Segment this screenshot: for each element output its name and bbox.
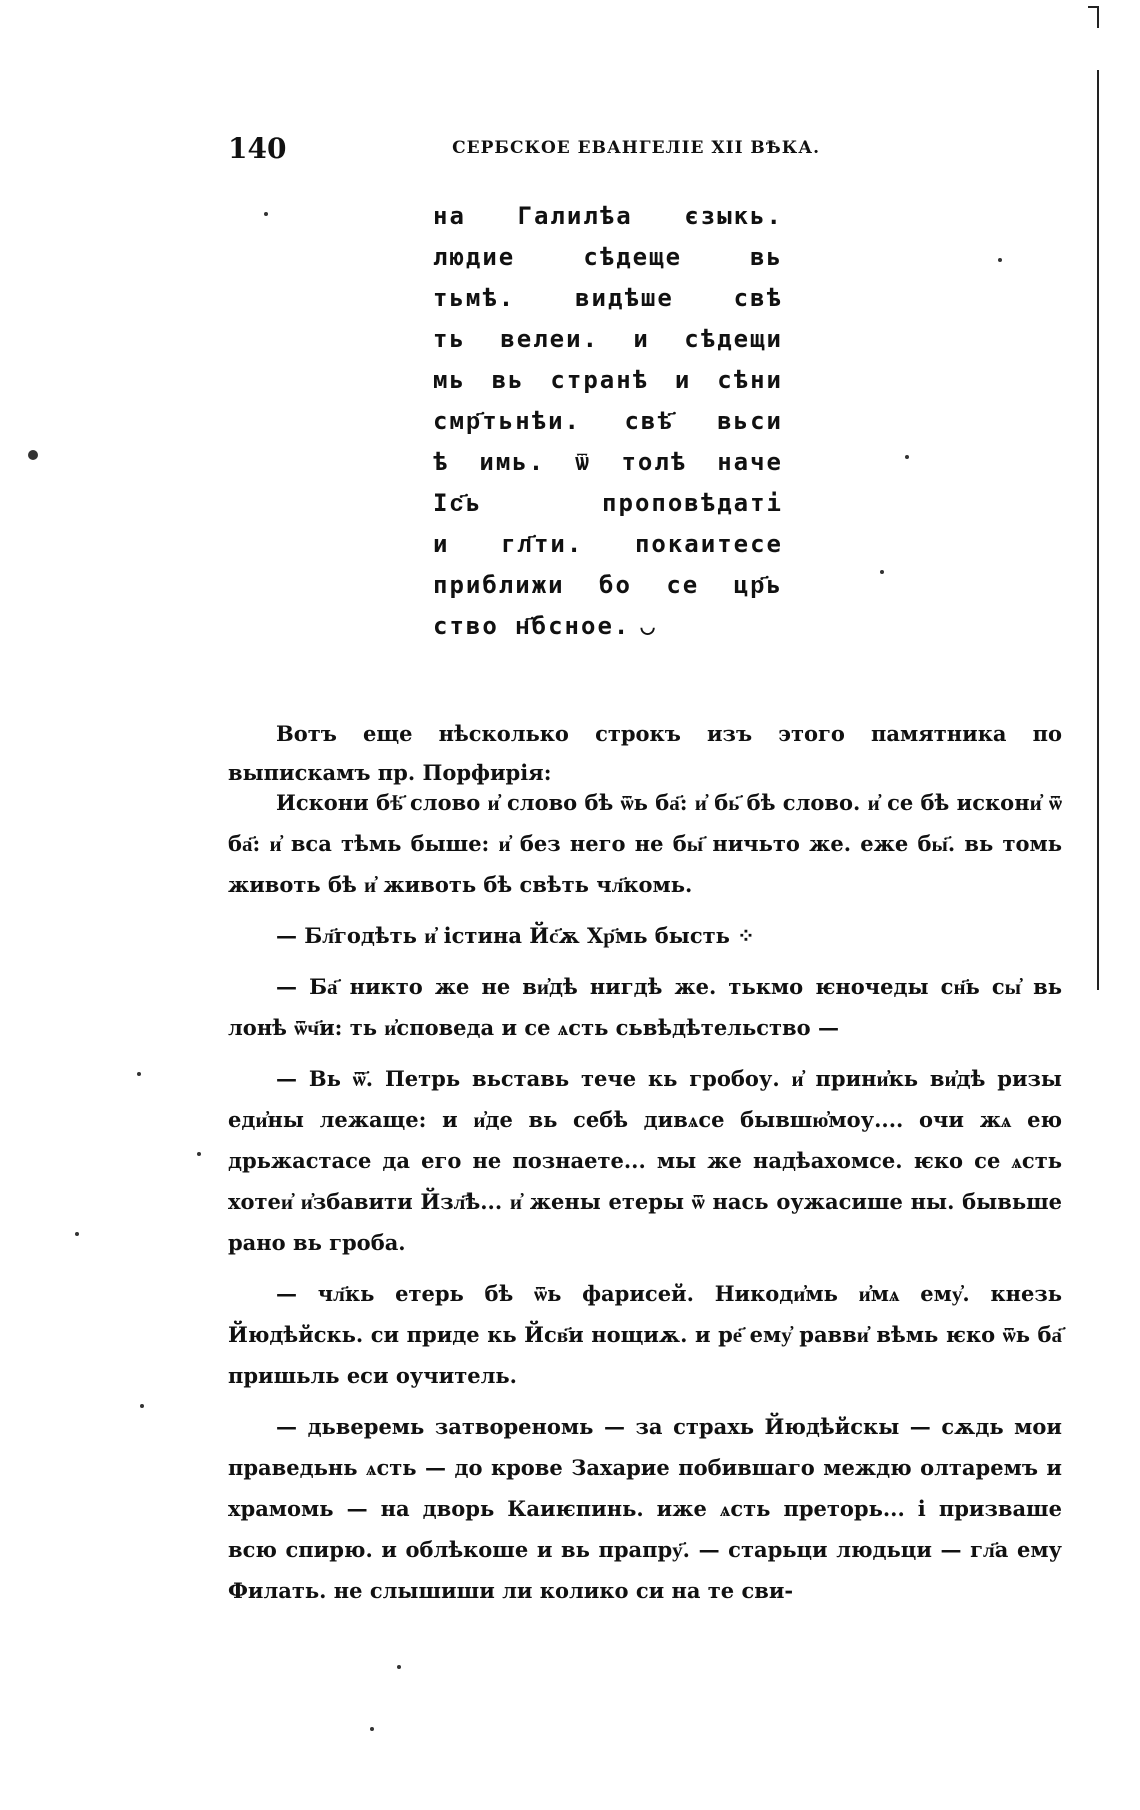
ink-speck [397, 1665, 401, 1669]
manuscript-line: на Галилѣа єзыкь. [433, 202, 783, 230]
page-edge-line [1097, 70, 1099, 990]
ink-speck [197, 1152, 201, 1156]
page-number: 140 [228, 132, 287, 165]
end-mark-icon: ◡ [640, 612, 657, 640]
manuscript-line: Іс҃ь проповѣдаті [433, 489, 783, 517]
manuscript-line: ѣ имь. ѿ толѣ наче [433, 448, 783, 476]
manuscript-line: приближи бо се цр҃ь [433, 571, 783, 599]
ink-speck [137, 1072, 141, 1076]
manuscript-excerpt [433, 196, 783, 647]
page-edge-tick-vertical [1097, 6, 1099, 28]
quote-paragraph: — Вь ѿ҃. Петрь вьставь тече кь гробоу. и҆ прини҆кь ви҆дѣ ризы еди҆ны лежаще: и и҆де вь себѣ дивѧсе бывшю҆моу.... очи жѧ ею дрьжастасе да его не познаете... мы же надѣахомсе. ѥко се ѧсть хотеи҆ и҆збавити Йзл҃ѣ... и҆ жены етеры ѿ нась оужасише ны. бывьше рано вь гроба. [228, 1066, 1062, 1255]
ink-speck [880, 570, 884, 574]
quote-paragraph: — Бл҃годѣть и҆ істина Йс҃ѫ Хр҃мь бысть ⁘ [276, 923, 755, 948]
ink-speck [140, 1404, 144, 1408]
quote-paragraph: Искони бѣ҃ слово и҆ слово бѣ ѿь ба҃: и҆ бь҃ бѣ слово. и҆ се бѣ искони҆ ѿ ба҃: и҆ вса тѣмь быше: и҆ без него не бы҃ ничьто же. еже бы҃. вь томь животь бѣ и҆ животь бѣ свѣть чл҃комь. [228, 790, 1062, 897]
ink-speck [998, 258, 1002, 262]
manuscript-line: мь вь странѣ и сѣни [433, 366, 783, 394]
ink-speck [75, 1232, 79, 1236]
intro-paragraph: Вотъ еще нѣсколько строкъ изъ этого памятника по выпискамъ пр. Порфирія: [228, 721, 1062, 785]
manuscript-line: и гл҃ти. покаитесе [433, 530, 783, 558]
ink-speck [905, 455, 909, 459]
manuscript-last-line [433, 606, 783, 647]
quote-paragraph: — дьверемь затвореномь — за страхь Йюдѣйскы — сѫдь мои праведьнь ѧсть — до крове Захарие побившаго междю олтаремъ и храмомь — на дворь Каиѥпинь. иже ѧсть преторь... і призваше всю спирю. и облѣкоше и вь прапру҃. — старьци людьци — гл҃а ему Филать. не слышиши ли колико си на те сви- [228, 1414, 1062, 1603]
ink-speck [264, 212, 268, 216]
manuscript-line-text: ство н҃бсное. [433, 612, 631, 640]
running-head: СЕРБСКОЕ ЕВАНГЕЛІЕ XII ВѢКА. [452, 138, 820, 158]
manuscript-line: ть велеи. и сѣдещи [433, 325, 783, 353]
manuscript-line: тьмѣ. видѣше свѣ [433, 284, 783, 312]
quotations [228, 782, 1062, 1621]
quote-paragraph: — Ба҃ никто же не ви҆дѣ нигдѣ же. тькмо ѥночеды сн҃ь сы҆ вь лонѣ ѿч҃и: ть и҆споведа и се ѧсть сьвѣдѣтельство — [228, 974, 1062, 1040]
manuscript-line: людие сѣдеще вь [433, 243, 783, 271]
ink-speck [370, 1727, 374, 1731]
page-header [228, 132, 820, 172]
quote-paragraph: — чл҃кь етерь бѣ ѿь фарисей. Никоди҆мь и҆мѧ ему҆. кнезь Йюдѣйскь. си приде кь Йсв҃и нощиѫ. и ре҃ ему҆ равви҆ вѣмь ѥко ѿь ба҃ пришьль еси оучитель. [228, 1281, 1062, 1388]
ink-speck [28, 450, 38, 460]
manuscript-line: смр҃тьнѣи. свѣ҃ вьси [433, 407, 783, 435]
